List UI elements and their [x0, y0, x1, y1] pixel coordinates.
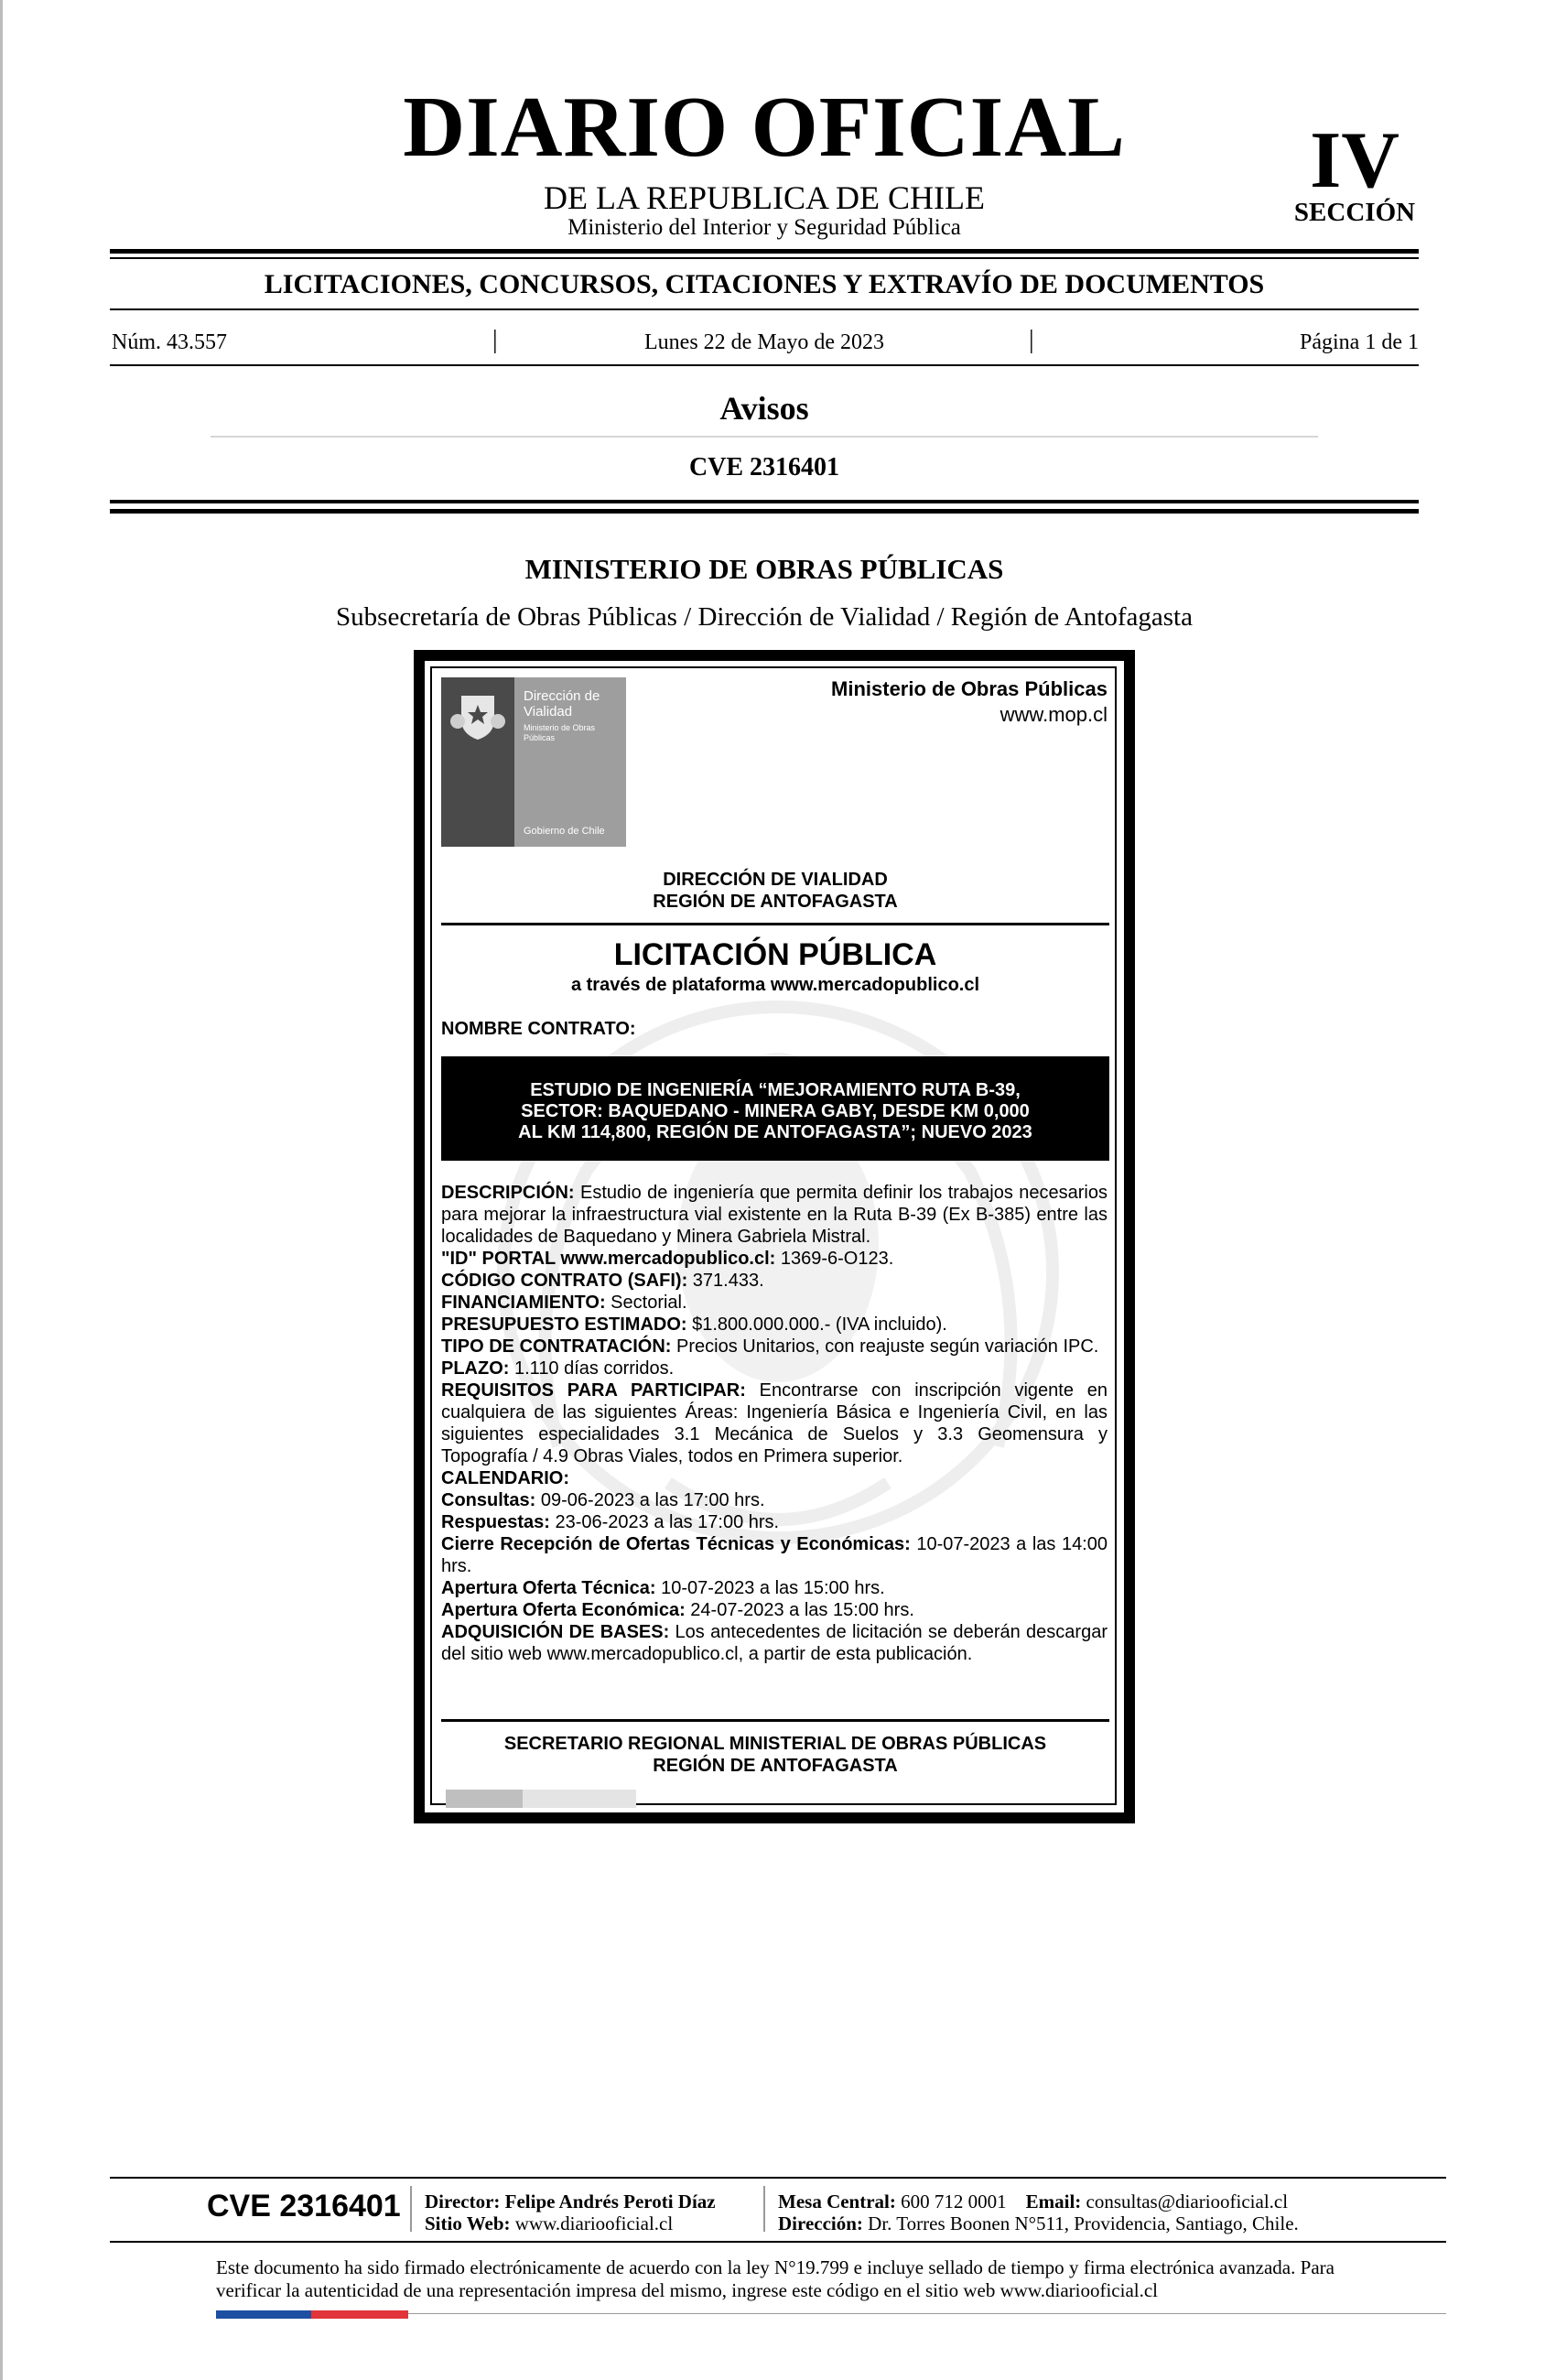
contract-name-line: ESTUDIO DE INGENIERÍA “MEJORAMIENTO RUTA B-39, [530, 1080, 1021, 1100]
header-rule-thin [110, 257, 1419, 259]
logo-ministry-text: Ministerio de Obras Públicas [524, 723, 596, 742]
logo-dark-panel [441, 677, 514, 847]
newspaper-subtitle: DE LA REPUBLICA DE CHILE [544, 179, 985, 216]
contract-name-box [441, 1056, 1109, 1161]
detail-budget: PRESUPUESTO ESTIMADO: $1.800.000.000.- (IVA incluido). [441, 1314, 947, 1335]
notice-rule-thin [110, 500, 1419, 503]
tender-details [441, 1182, 1108, 1665]
detail-description: DESCRIPCIÓN: Estudio de ingeniería que permita definir los trabajos necesarios para mejorar la infraestructura vial existente en la Ruta B-39 (Ex B-385) entre las localidades de Baquedano y Minera Gabriela Mistral. [441, 1183, 1108, 1247]
region-line: REGIÓN DE ANTOFAGASTA [653, 892, 898, 912]
ministry-title: MINISTERIO DE OBRAS PÚBLICAS [524, 553, 1004, 585]
signature-region: REGIÓN DE ANTOFAGASTA [653, 1756, 898, 1776]
calendar-technical-opening: Apertura Oferta Técnica: 10-07-2023 a las 15:00 hrs. [441, 1578, 885, 1598]
directorate-line: DIRECCIÓN DE VIALIDAD [663, 870, 888, 890]
notice-heading: Avisos [719, 390, 809, 427]
tender-subtitle: a través de plataforma www.mercadopublico.cl [570, 975, 980, 995]
footer-director: Director: Felipe Andrés Peroti Díaz [425, 2191, 716, 2212]
logo-line: Vialidad [524, 704, 573, 719]
issue-date: Lunes 22 de Mayo de 2023 [644, 330, 884, 354]
signature-line: SECRETARIO REGIONAL MINISTERIAL DE OBRAS PÚBLICAS [503, 1734, 1047, 1754]
ministry-brand: Ministerio de Obras Públicas [831, 677, 1108, 700]
footer-legal-notice: Este documento ha sido firmado electrónicamente de acuerdo con la ley N°19.799 e incluye sellado de tiempo y firma electrónica avanzada. Para verificar la autenticidad de una representación impresa del mismo, ingrese este código en el sitio web www.diariooficial.cl [216, 2256, 1334, 2301]
calendar-economic-opening: Apertura Oferta Económica: 24-07-2023 a las 15:00 hrs. [441, 1600, 914, 1620]
footer-rule-top [110, 2177, 1446, 2179]
detail-contract-code: CÓDIGO CONTRATO (SAFI): 371.433. [441, 1271, 764, 1291]
flag-stripe-blue [216, 2310, 311, 2319]
ad-divider [441, 923, 1109, 925]
section-category: LICITACIONES, CONCURSOS, CITACIONES Y EXTRAVÍO DE DOCUMENTOS [264, 269, 1265, 299]
header-rule-thick [110, 249, 1419, 254]
logo-line: Dirección de [524, 688, 600, 704]
notice-cve: CVE 2316401 [688, 453, 840, 481]
ad-footer-bar [446, 1790, 523, 1808]
calendar-questions: Consultas: 09-06-2023 a las 17:00 hrs. [441, 1490, 765, 1510]
chilean-coat-of-arms-icon [441, 677, 626, 847]
info-separator: | [492, 326, 498, 354]
page-left-edge [0, 0, 3, 2380]
notice-rule-thick [110, 509, 1419, 514]
info-rule [110, 364, 1419, 366]
footer-contact: Mesa Central: 600 712 0001 Email: consultas@diariooficial.cl [778, 2191, 1289, 2212]
ministry-subtitle: Subsecretaría de Obras Públicas / Dirección de Vialidad / Región de Antofagasta [336, 602, 1193, 632]
contract-name-line: SECTOR: BAQUEDANO - MINERA GABY, DESDE KM 0,000 [521, 1101, 1030, 1121]
section-label: SECCIÓN [1293, 198, 1416, 227]
detail-portal-id: "ID" PORTAL www.mercadopublico.cl: 1369-6-O123. [441, 1249, 894, 1269]
info-separator: | [1029, 326, 1034, 354]
newspaper-title: DIARIO OFICIAL [403, 80, 1126, 175]
footer-separator [763, 2186, 765, 2232]
tender-title: LICITACIÓN PÚBLICA [613, 937, 937, 972]
page-indicator: Página 1 de 1 [1300, 330, 1419, 354]
category-rule [110, 308, 1419, 310]
ad-footer-bar [523, 1790, 636, 1808]
contract-name-line: AL KM 114,800, REGIÓN DE ANTOFAGASTA”; NUEVO 2023 [518, 1122, 1032, 1142]
footer-rule-middle [110, 2241, 1446, 2243]
footer-address: Dirección: Dr. Torres Boonen N°511, Providencia, Santiago, Chile. [778, 2212, 1299, 2234]
footer-cve: CVE 2316401 [207, 2189, 401, 2223]
detail-calendar: CALENDARIO: [441, 1468, 569, 1488]
contract-name-label: NOMBRE CONTRATO: [441, 1019, 636, 1039]
calendar-answers: Respuestas: 23-06-2023 a las 17:00 hrs. [441, 1512, 780, 1532]
footer-separator [410, 2186, 412, 2232]
flag-stripe-red [311, 2310, 408, 2319]
notice-divider [211, 436, 1318, 438]
ministry-website[interactable]: www.mop.cl [1000, 703, 1108, 726]
footer-rule-bottom [408, 2313, 1446, 2314]
detail-bases-acquisition: ADQUISICIÓN DE BASES: Los antecedentes de licitación se deberán descargar del sitio web www.mercadopublico.cl, a partir de esta publicación. [441, 1622, 1108, 1664]
section-number: IV [1310, 116, 1399, 205]
calendar-closing: Cierre Recepción de Ofertas Técnicas y Económicas: 10-07-2023 a las 14:00 hrs. [441, 1534, 1108, 1576]
detail-requirements: REQUISITOS PARA PARTICIPAR: Encontrarse con inscripción vigente en cualquiera de las siguientes Áreas: Ingeniería Básica e Ingeniería Civil, en las siguientes especialidades 3.1 Mecánica de Suelos y 3.3 Geomensura y Topografía / 4.9 Obras Viales, todos en Primera superior. [441, 1380, 1108, 1466]
issue-number: Núm. 43.557 [112, 330, 227, 354]
detail-contract-type: TIPO DE CONTRATACIÓN: Precios Unitarios, con reajuste según variación IPC. [441, 1336, 1099, 1357]
shield-icon [441, 677, 514, 751]
newspaper-ministry: Ministerio del Interior y Seguridad Pública [567, 215, 961, 240]
logo-government-text: Gobierno de Chile [524, 826, 605, 837]
footer-website[interactable]: Sitio Web: www.diariooficial.cl [425, 2212, 674, 2234]
detail-term: PLAZO: 1.110 días corridos. [441, 1358, 675, 1379]
signature-divider [441, 1719, 1109, 1722]
logo-text [524, 688, 600, 719]
detail-financing: FINANCIAMIENTO: Sectorial. [441, 1293, 687, 1313]
